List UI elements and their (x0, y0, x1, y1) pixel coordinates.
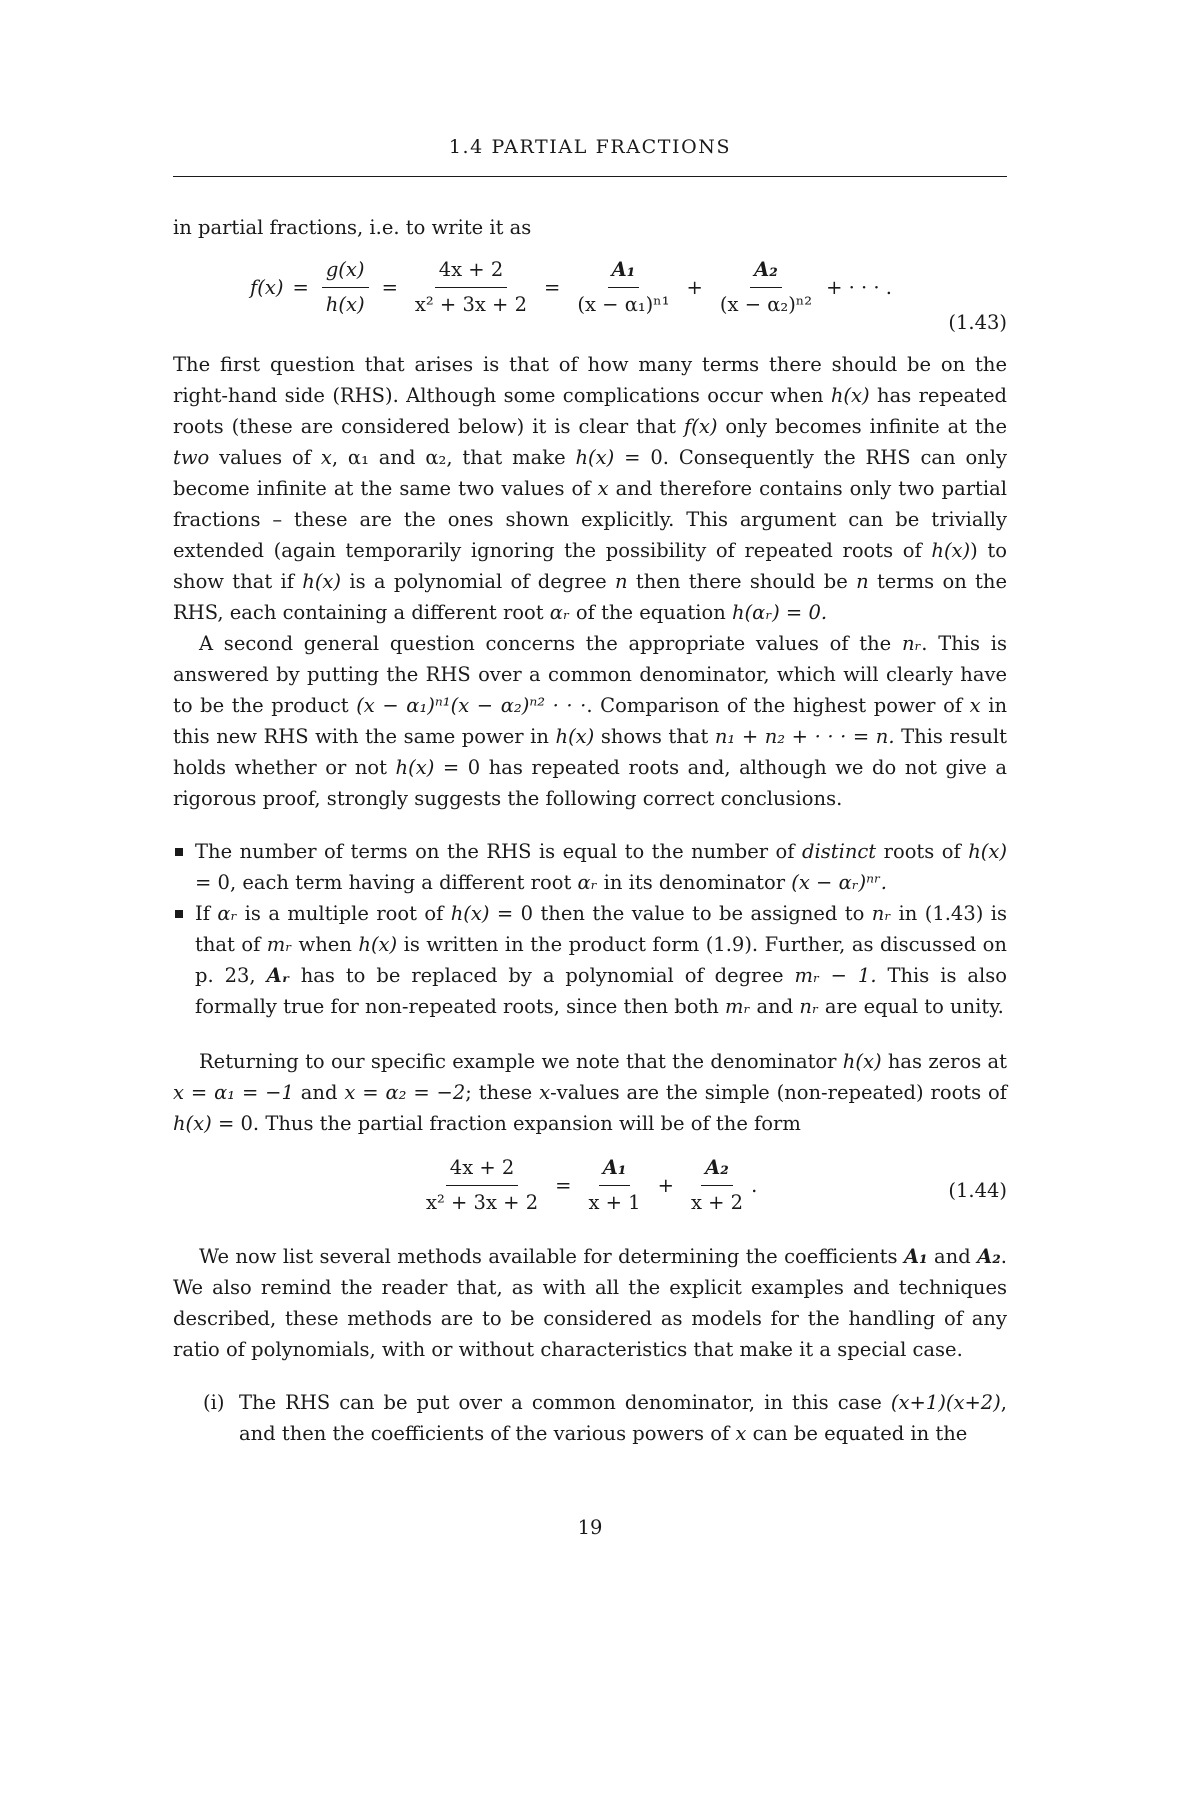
text-run: We now list several methods available for determining the coefficients (199, 1245, 904, 1268)
text-run: . Comparison of the highest power of (586, 694, 970, 717)
page-body (173, 212, 1007, 1449)
math-common-denominator: (x+1)(x+2) (890, 1391, 1001, 1414)
text-run: in (1.43) is that of (195, 902, 1007, 956)
math-x: x (597, 477, 609, 500)
text-run: has to be replaced by a polynomial of degree (289, 964, 795, 987)
eq-plus: + (657, 1174, 674, 1197)
eq-equals: = (381, 276, 398, 299)
text-run: = 0 then the value to be assigned to (489, 902, 872, 925)
text-run: Returning to our specific example we note that the denominator (199, 1050, 843, 1073)
fraction-numerator: A₁ (608, 255, 640, 288)
text-run: and (750, 995, 800, 1018)
equation-1-44-expression (418, 1153, 757, 1218)
math-m-r-minus-1: mᵣ − 1. (794, 964, 877, 987)
math-h-x: h(x) (555, 725, 595, 748)
text-run: , α₁ and α₂, that make (331, 446, 576, 469)
math-n-r: nᵣ (799, 995, 819, 1018)
text-run: and (927, 1245, 978, 1268)
math-root-2: x = α₂ = −2 (344, 1081, 466, 1104)
text-run: = 0 has repeated roots and, although we do not give a rigorous proof, strongly suggests the following correct conclusions. (173, 756, 1007, 810)
text-run: The number of terms on the RHS is equal to the number of (195, 840, 803, 863)
fraction-numerator: A₁ (599, 1153, 631, 1186)
text-run: and (293, 1081, 345, 1104)
fraction-denominator: x + 2 (690, 1191, 744, 1214)
fraction-denominator: x² + 3x + 2 (426, 1191, 539, 1214)
text-run: and therefore contains only two partial fractions – these are the ones shown explicitly. This argument can be trivially extended (again temporarily ignoring the possibility of repeated roots of (173, 477, 1007, 562)
fraction-numerator: A₂ (750, 255, 782, 288)
math-x: x (539, 1081, 551, 1104)
math-n-r: nᵣ (871, 902, 892, 925)
fraction-numerator: 4x + 2 (446, 1153, 519, 1186)
intro-line: in partial fractions, i.e. to write it as (173, 216, 532, 239)
text-run: of the equation (569, 601, 732, 624)
math-m-r: mᵣ (266, 933, 293, 956)
text-run: values of (209, 446, 321, 469)
fraction-term-1 (584, 1153, 644, 1218)
math-h-x: h(x) (830, 384, 870, 407)
paragraph-2 (173, 628, 1007, 814)
bullet-square (175, 910, 183, 918)
math-alpha-r: αᵣ (577, 871, 598, 894)
text-run: is a multiple root of (237, 902, 451, 925)
text-run: has zeros at (881, 1050, 1007, 1073)
text-run: only becomes infinite at the (717, 415, 1007, 438)
equation-number-1-43: (1.43) (948, 311, 1007, 334)
text-run: in its denominator (597, 871, 792, 894)
text-run: , and then the coefficients of the various powers of (239, 1391, 1007, 1445)
math-denominator: (x − αᵣ)ⁿʳ. (791, 871, 888, 894)
equation-1-43-expression (250, 255, 892, 320)
math-h-x: h(x) (931, 539, 971, 562)
text-run: . This is answered by putting the RHS over a common denominator, which will clearly have to be the product (173, 632, 1007, 717)
math-x: x (320, 446, 332, 469)
equation-1-43 (173, 255, 1007, 339)
fraction-rational (411, 255, 531, 320)
text-run: ; these (465, 1081, 540, 1104)
fraction-denominator: (x − α₁)ⁿ¹ (577, 293, 670, 316)
math-A1: A₁ (903, 1245, 928, 1268)
math-h-x: h(x) (395, 756, 435, 779)
text-run: terms on the RHS, each containing a different root (173, 570, 1007, 624)
fraction-denominator: x + 1 (588, 1191, 641, 1214)
math-n: n (856, 570, 869, 593)
list-item (173, 898, 1007, 1022)
text-run: = 0. Consequently the RHS can only become infinite at the same two values of (173, 446, 1007, 500)
math-sum: n₁ + n₂ + · · · = n. (714, 725, 895, 748)
math-h-x: h(x) (842, 1050, 882, 1073)
fraction-term-2 (687, 1153, 747, 1218)
header-rule (173, 176, 1007, 177)
math-x: x (735, 1422, 747, 1445)
text-run: . We also remind the reader that, as with all the explicit examples and techniques described, these methods are to be considered as models for the handling of any ratio of polynomials, with or without characteristics that make it a special case. (173, 1245, 1007, 1361)
fraction-denominator: h(x) (325, 293, 365, 316)
text-run: A second general question concerns the appropriate values of the (199, 632, 902, 655)
math-root-1: x = α₁ = −1 (173, 1081, 294, 1104)
text-run: are equal to unity. (818, 995, 1004, 1018)
eq-plus: + (686, 276, 703, 299)
math-h-x: h(x) (302, 570, 342, 593)
fraction-denominator: (x − α₂)ⁿ² (719, 293, 813, 316)
math-n-r: nᵣ (901, 632, 922, 655)
math-h-x: h(x) (968, 840, 1008, 863)
math-alpha-r: αᵣ (217, 902, 238, 925)
fraction-denominator: x² + 3x + 2 (414, 293, 528, 316)
list-item (173, 836, 1007, 898)
emphasis-two: two (173, 446, 210, 469)
text-run: The RHS can be put over a common denominator, in this case (239, 1391, 891, 1414)
math-h-x: h(x) (450, 902, 490, 925)
bullet-square (175, 848, 183, 856)
text-run: = 0, each term having a different root (195, 871, 578, 894)
fraction-numerator: 4x + 2 (435, 255, 508, 288)
eq-lhs: f(x) (250, 276, 284, 299)
text-run: shows that (594, 725, 715, 748)
method-label: (i) (203, 1391, 225, 1414)
text-run: is written in the product form (1.9). Further, as discussed on p. 23, (195, 933, 1007, 987)
text-run: in this new RHS with the same power in (173, 694, 1008, 748)
math-h-alpha-r: h(αᵣ) = 0. (732, 601, 828, 624)
eq-tail: + · · · . (826, 276, 893, 299)
eq-equals: = (544, 276, 561, 299)
math-f-x: f(x) (684, 415, 718, 438)
text-run: If (195, 902, 218, 925)
text-run: has repeated roots (these are considered below) it is clear that (173, 384, 1007, 438)
text-run: can be equated in the (746, 1422, 968, 1445)
math-m-r: mᵣ (725, 995, 751, 1018)
text-run: This result holds whether or not (173, 725, 1007, 779)
eq-equals: = (555, 1174, 572, 1197)
text-run: when (292, 933, 359, 956)
math-A2: A₂ (977, 1245, 1001, 1268)
math-h-x: h(x) (173, 1112, 212, 1135)
math-x: x (969, 694, 981, 717)
text-run: roots of (876, 840, 969, 863)
fraction-numerator: g(x) (322, 255, 369, 288)
math-A-r: Aᵣ (266, 964, 290, 987)
math-h-x: h(x) (575, 446, 615, 469)
equation-number-1-44: (1.44) (948, 1179, 1007, 1202)
text-run: is a polynomial of degree (341, 570, 616, 593)
text-run: This is also formally true for non-repeated roots, since then both (195, 964, 1008, 1018)
conclusions-list (173, 836, 1007, 1022)
paragraph-1 (173, 349, 1007, 628)
eq-tail: . (751, 1174, 758, 1197)
text-run: = 0. Thus the partial fraction expansion will be of the form (211, 1112, 801, 1135)
fraction-rational (422, 1153, 542, 1218)
math-alpha-r: αᵣ (549, 601, 570, 624)
text-run: then there should be (627, 570, 857, 593)
method-item-i (173, 1387, 1007, 1449)
fraction-g-over-h (322, 255, 369, 320)
eq-equals: = (292, 276, 309, 299)
fraction-term-1 (573, 255, 673, 320)
math-h-x: h(x) (358, 933, 398, 956)
emphasis-distinct: distinct (802, 840, 877, 863)
running-head: 1.4 PARTIAL FRACTIONS (448, 136, 732, 158)
paragraph-3 (173, 1046, 1007, 1139)
equation-1-44 (173, 1153, 1007, 1227)
fraction-numerator: A₂ (701, 1153, 733, 1186)
text-run: The first question that arises is that of how many terms there should be on the right-hand side (RHS). Although some complications occur when (173, 353, 1007, 407)
math-product: (x − α₁)ⁿ¹(x − α₂)ⁿ² · · · (356, 694, 587, 717)
page-number: 19 (577, 1516, 603, 1539)
text-run: -values are the simple (non-repeated) roots of (550, 1081, 1007, 1104)
paragraph-4 (173, 1241, 1007, 1365)
fraction-term-2 (716, 255, 816, 320)
text-run: ) to show that if (173, 539, 1007, 593)
math-n: n (615, 570, 628, 593)
